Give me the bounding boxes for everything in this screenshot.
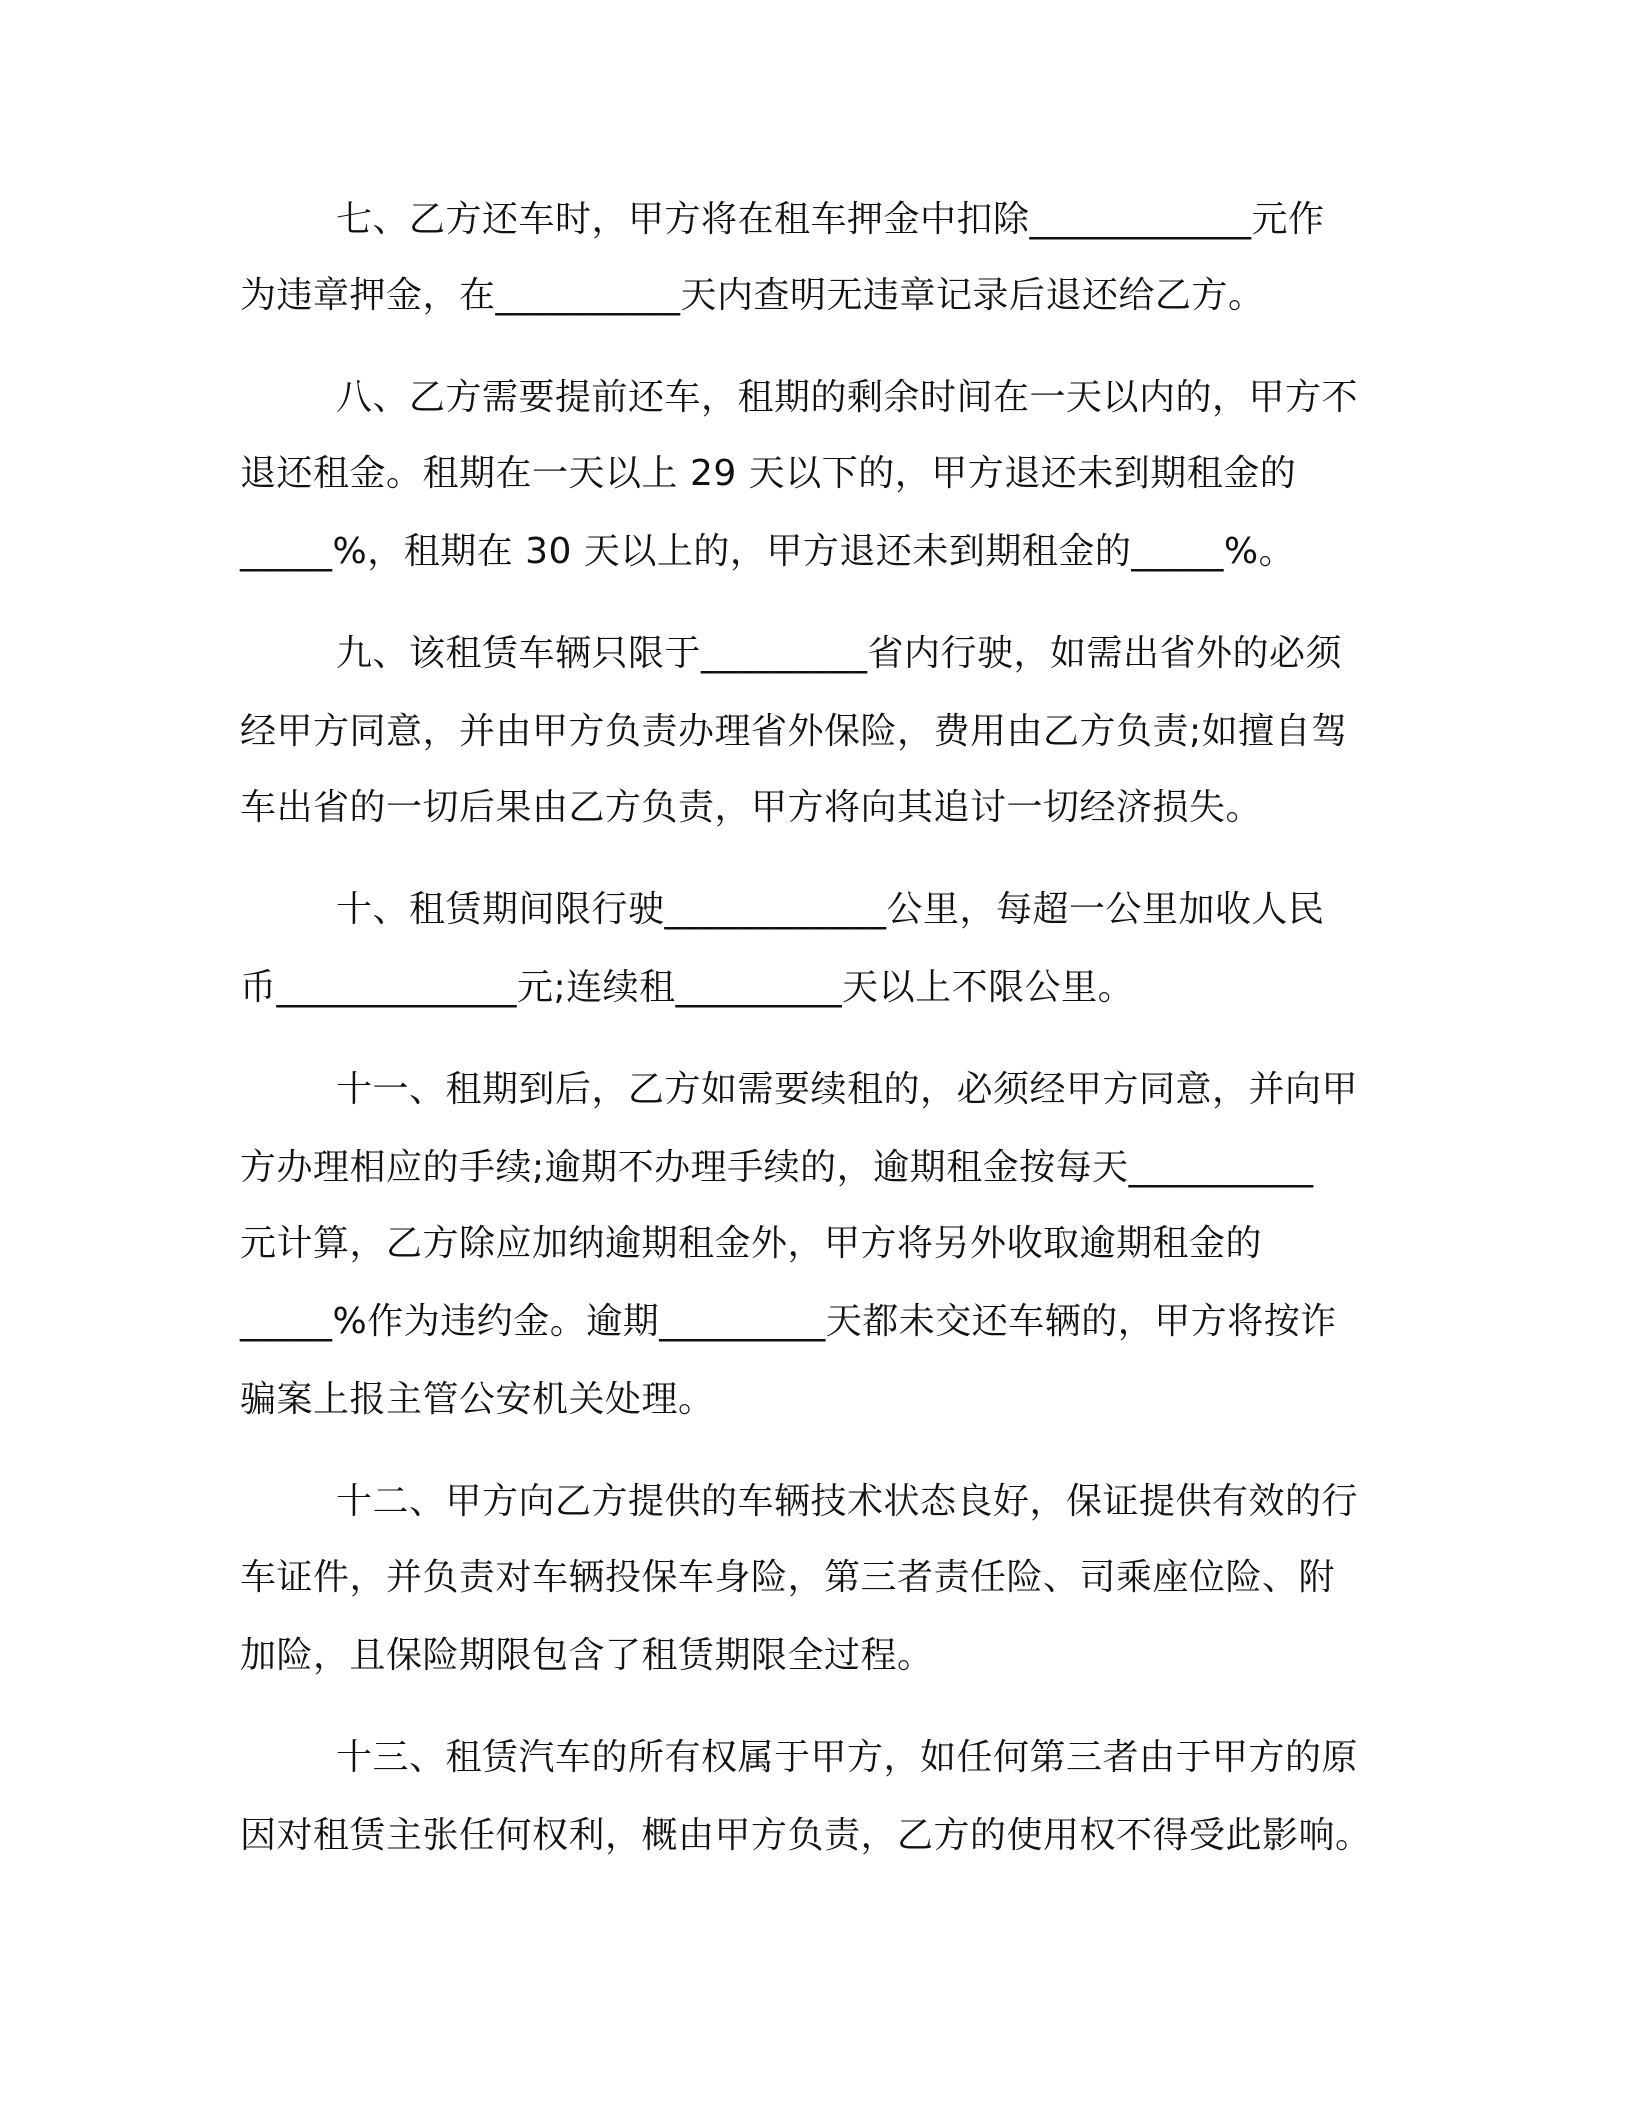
clause-11-line-4: _____%作为违约金。逾期_________天都未交还车辆的，甲方将按诈 — [240, 1301, 1337, 1342]
clause-11-line-1: 十一、租期到后，乙方如需要续租的，必须经甲方同意，并向甲 — [336, 1069, 1359, 1110]
clause-11-line-5: 骗案上报主管公安机关处理。 — [240, 1379, 715, 1420]
clause-9-line-3: 车出省的一切后果由乙方负责，甲方将向其追讨一切经济损失。 — [240, 787, 1263, 828]
clause-8-line-2: 退还租金。租期在一天以上 29 天以下的，甲方退还未到期租金的 — [240, 453, 1297, 494]
clause-12-line-2: 车证件，并负责对车辆投保车身险，第三者责任险、司乘座位险、附 — [240, 1557, 1336, 1598]
clause-10-line-1: 十、租赁期间限行驶____________公里，每超一公里加收人民 — [336, 889, 1325, 930]
clause-8-line-1: 八、乙方需要提前还车，租期的剩余时间在一天以内的，甲方不 — [336, 377, 1359, 418]
clause-11-line-2: 方办理相应的手续;逾期不办理手续的，逾期租金按每天__________ — [240, 1147, 1314, 1188]
clause-12-line-3: 加险，且保险期限包含了租赁期限全过程。 — [240, 1635, 934, 1676]
clause-11-line-3: 元计算，乙方除应加纳逾期租金外，甲方将另外收取逾期租金的 — [240, 1223, 1263, 1264]
clause-12-line-1: 十二、甲方向乙方提供的车辆技术状态良好，保证提供有效的行 — [336, 1481, 1359, 1522]
clause-13-line-1: 十三、租赁汽车的所有权属于甲方，如任何第三者由于甲方的原 — [336, 1737, 1359, 1778]
clause-9-line-2: 经甲方同意，并由甲方负责办理省外保险，费用由乙方负责;如擅自驾 — [240, 711, 1348, 752]
clause-7-line-1: 七、乙方还车时，甲方将在租车押金中扣除____________元作 — [336, 199, 1325, 240]
clause-8-line-3: _____%，租期在 30 天以上的，甲方退还未到期租金的_____%。 — [240, 531, 1296, 572]
clause-10-line-2: 币_____________元;连续租_________天以上不限公里。 — [240, 967, 1135, 1008]
clause-9-line-1: 九、该租赁车辆只限于_________省内行驶，如需出省外的必须 — [336, 633, 1343, 674]
clause-13-line-2: 因对租赁主张任何权利，概由甲方负责，乙方的使用权不得受此影响。 — [240, 1815, 1372, 1856]
clause-7-line-2: 为违章押金，在__________天内查明无违章记录后退还给乙方。 — [240, 275, 1265, 316]
